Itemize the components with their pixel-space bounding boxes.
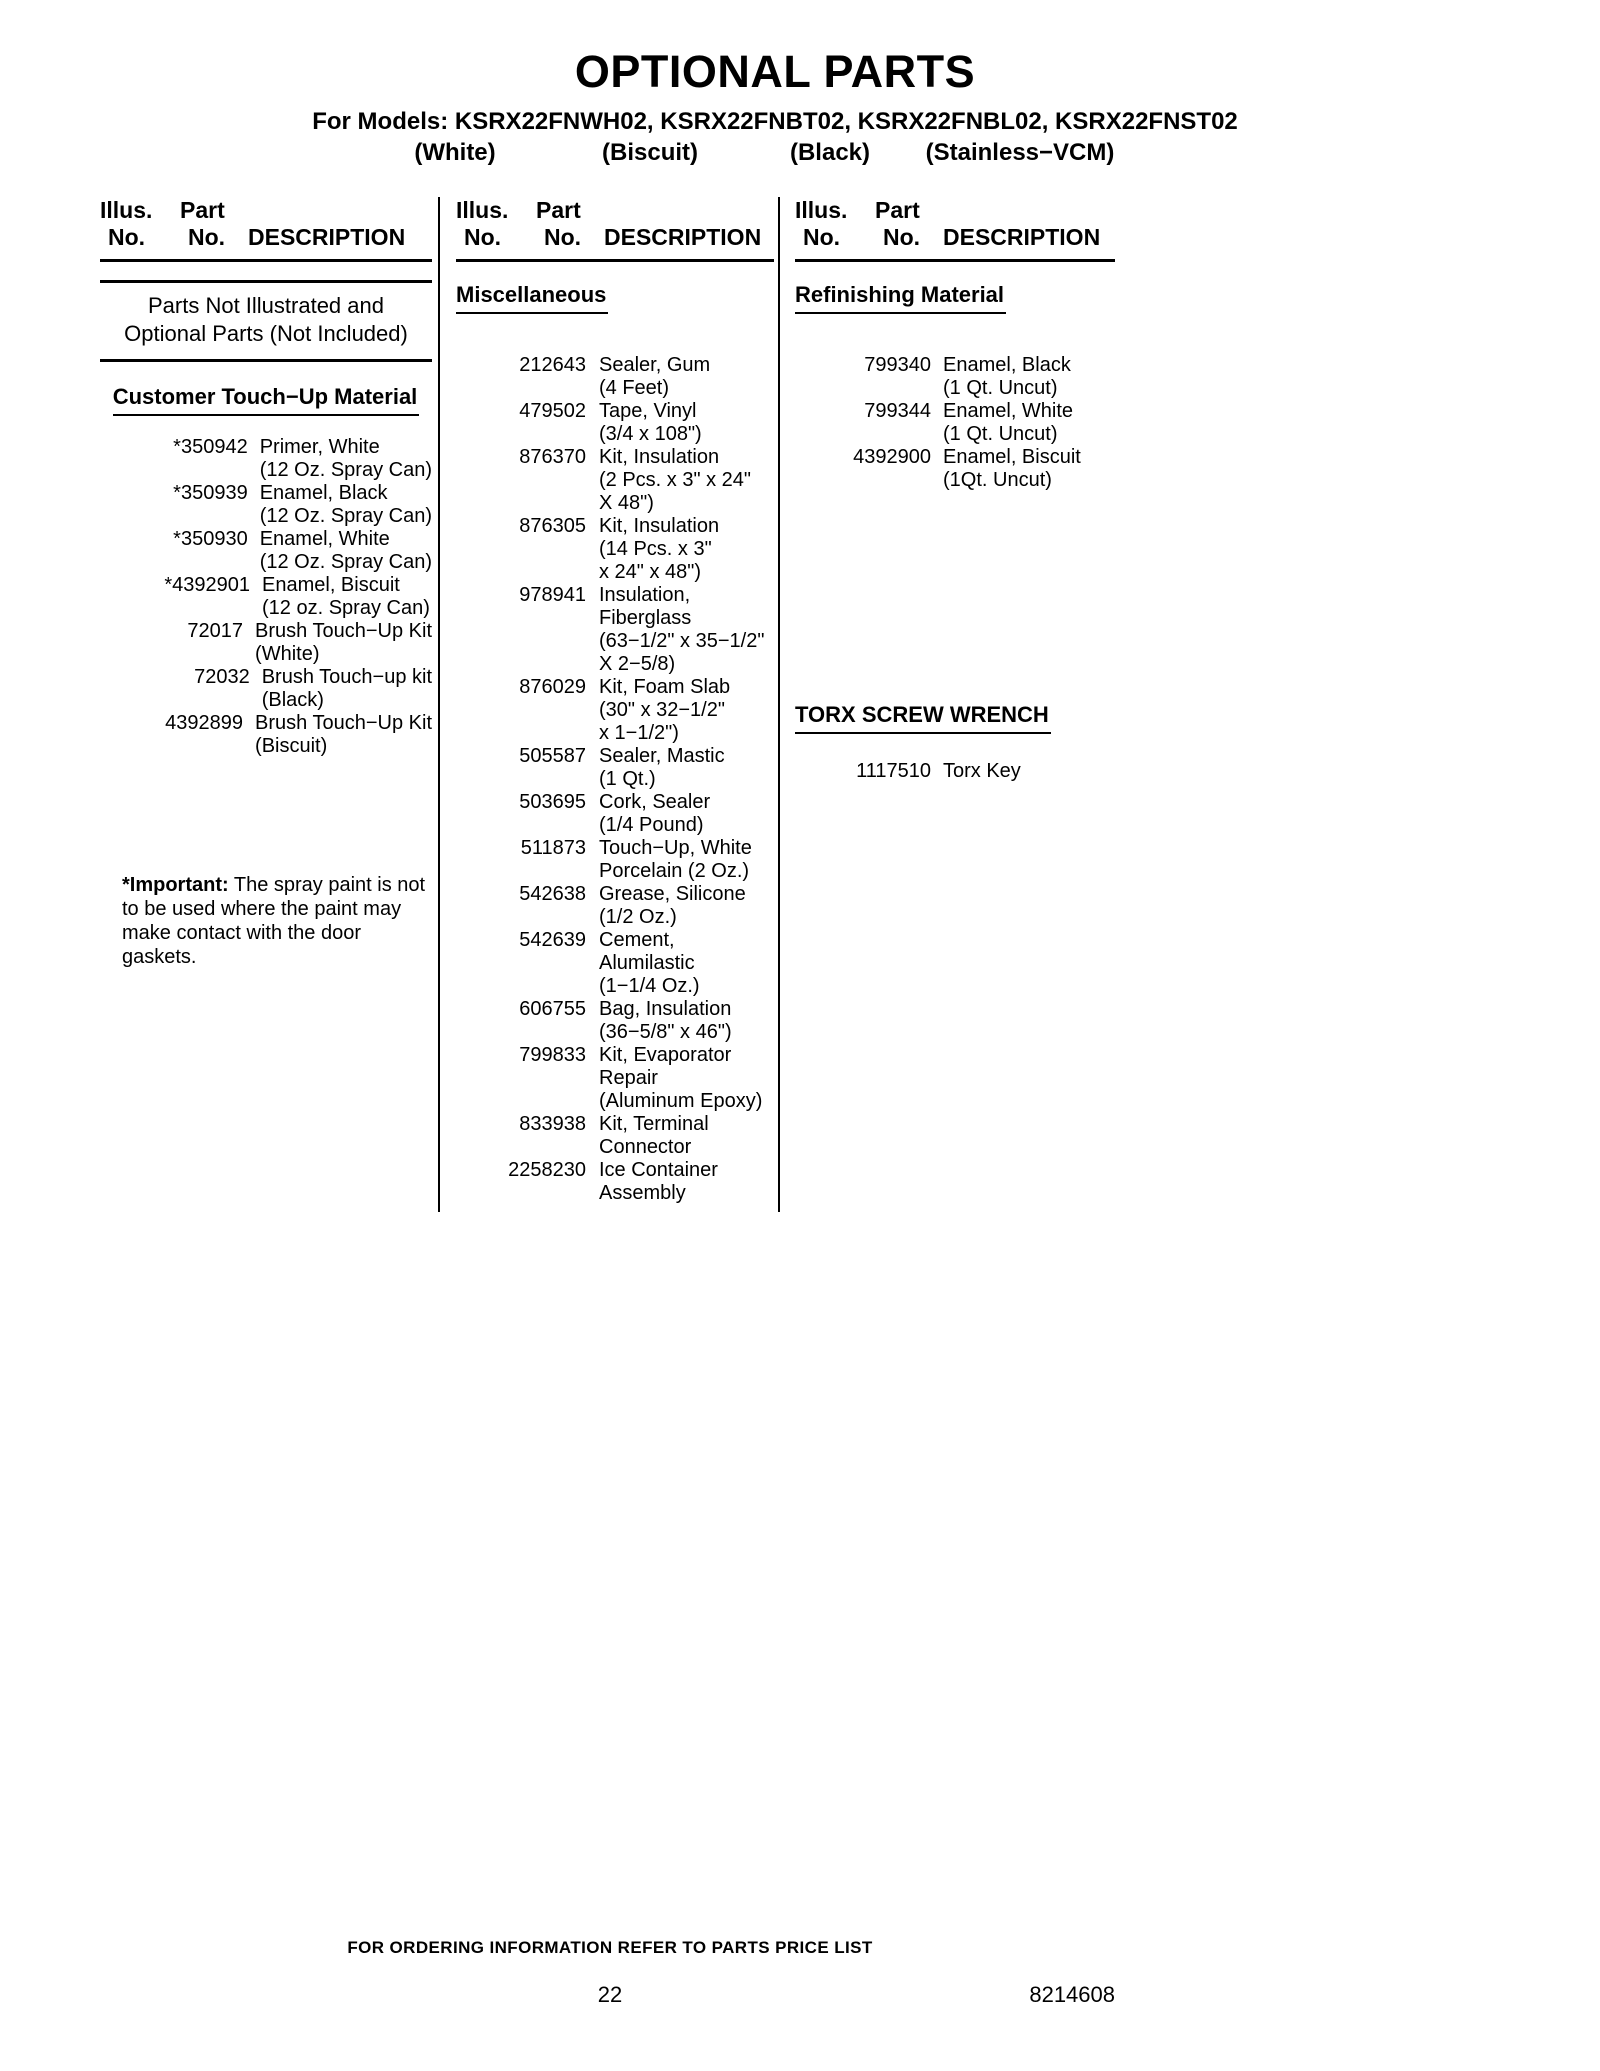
column-miscellaneous: [456, 197, 774, 1205]
part-description: [586, 1159, 774, 1205]
parts-list-refinishing: [795, 354, 1115, 492]
table-header-row-1: [795, 197, 1115, 224]
part-description-line: (2 Pcs. x 3" x 24": [599, 469, 752, 491]
table-header-col3: [795, 197, 1115, 262]
part-description-line: Kit, Evaporator: [599, 1044, 732, 1066]
page-number: 22: [597, 1982, 623, 2007]
part-row: [456, 676, 774, 745]
part-description-line: x 24" x 48"): [599, 561, 702, 583]
part-number: 1117510: [856, 760, 931, 782]
part-number: 799340: [864, 354, 931, 376]
column-touch-up-material: [100, 197, 432, 969]
part-number: 799344: [864, 400, 931, 422]
part-description-line: Kit, Insulation: [599, 446, 720, 468]
part-row: [100, 712, 432, 758]
part-description-line: Assembly: [599, 1182, 686, 1204]
part-description: [586, 883, 774, 929]
section-heading-text: Miscellaneous: [456, 282, 608, 314]
finish-label-white: (White): [414, 139, 496, 166]
part-row: [456, 1044, 774, 1113]
description-header-label: DESCRIPTION: [943, 224, 1101, 250]
part-description: [931, 400, 1115, 446]
document-number: 8214608: [1029, 1982, 1115, 2007]
part-description-line: Fiberglass: [599, 607, 692, 629]
important-note: [122, 873, 426, 969]
part-description-line: Grease, Silicone: [599, 883, 746, 905]
illus-header-label: Illus.: [100, 197, 153, 223]
part-description-line: (Aluminum Epoxy): [599, 1090, 763, 1112]
not-illustrated-note-line-2: Optional Parts (Not Included): [124, 321, 408, 346]
part-description: [586, 837, 774, 883]
part-description: [586, 354, 774, 400]
section-heading-torx: [795, 702, 1115, 734]
page-footer: [100, 1938, 1120, 2010]
part-row: [795, 354, 1115, 400]
part-description-line: Bag, Insulation: [599, 998, 732, 1020]
part-description-line: (Black): [261, 689, 324, 711]
part-description-line: Touch−Up, White: [599, 837, 752, 859]
part-description-line: Kit, Terminal: [599, 1113, 709, 1135]
part-description: [586, 1113, 774, 1159]
part-description-line: Connector: [599, 1136, 692, 1158]
part-no-header-label: No.: [883, 224, 921, 250]
column-divider-1: [438, 197, 440, 1212]
part-row: [100, 528, 432, 574]
part-description-line: Enamel, Black: [943, 354, 1071, 376]
part-description: [586, 515, 774, 584]
part-number: 799833: [519, 1044, 586, 1066]
part-description-line: Enamel, White: [943, 400, 1074, 422]
parts-list-touch-up: [100, 436, 432, 758]
part-description-line: (1 Qt. Uncut): [943, 377, 1058, 399]
part-row: [795, 760, 1115, 783]
part-number: 2258230: [508, 1159, 586, 1181]
part-number: *350939: [173, 482, 248, 504]
important-note-label: *Important:: [122, 874, 229, 896]
part-description-line: Alumilastic: [599, 952, 695, 974]
part-row: [456, 1113, 774, 1159]
part-description-line: Torx Key: [943, 760, 1021, 782]
part-number: 876029: [519, 676, 586, 698]
part-number: 72032: [194, 666, 250, 688]
part-description-line: (Biscuit): [255, 735, 328, 757]
part-row: [100, 436, 432, 482]
part-description-line: (1 Qt.): [599, 768, 656, 790]
part-number: 503695: [519, 791, 586, 813]
illus-header-label: Illus.: [795, 197, 848, 223]
part-description-line: Brush Touch−Up Kit: [255, 620, 432, 642]
illus-no-header-label: No.: [803, 224, 841, 250]
part-description-line: Repair: [599, 1067, 658, 1089]
part-number: 876370: [519, 446, 586, 468]
part-number: 212643: [519, 354, 586, 376]
parts-columns: [0, 197, 1600, 1297]
part-description-line: (36−5/8" x 46"): [599, 1021, 732, 1043]
part-description-line: (3/4 x 108"): [599, 423, 702, 445]
part-description-line: (63−1/2" x 35−1/2": [599, 630, 765, 652]
description-header-label: DESCRIPTION: [248, 224, 406, 250]
part-description-line: Ice Container: [599, 1159, 718, 1181]
part-row: [456, 837, 774, 883]
part-description-line: Insulation,: [599, 584, 691, 606]
part-no-header-label: No.: [544, 224, 582, 250]
footer-row: [100, 1982, 1120, 2010]
illus-no-header-label: No.: [464, 224, 502, 250]
part-description-line: Brush Touch−up kit: [261, 666, 432, 688]
part-description-line: (30" x 32−1/2": [599, 699, 725, 721]
header-spacer: [943, 197, 1115, 224]
part-header-label: Part: [875, 197, 920, 223]
part-description-line: Cork, Sealer: [599, 791, 711, 813]
part-description: [250, 666, 432, 712]
header-spacer: [604, 197, 774, 224]
part-description-line: Porcelain (2 Oz.): [599, 860, 750, 882]
part-description: [250, 574, 432, 620]
column-divider-2: [778, 197, 780, 1212]
parts-list-miscellaneous: [456, 354, 774, 1205]
part-description-line: Kit, Insulation: [599, 515, 720, 537]
section-heading-text: Refinishing Material: [795, 282, 1006, 314]
part-description-line: (1−1/4 Oz.): [599, 975, 700, 997]
page-title: OPTIONAL PARTS: [574, 46, 976, 97]
part-description-line: X 2−5/8): [599, 653, 676, 675]
part-row: [100, 482, 432, 528]
part-row: [100, 574, 432, 620]
part-no-header-label: No.: [188, 224, 226, 250]
part-row: [456, 883, 774, 929]
part-row: [456, 515, 774, 584]
part-description-line: (14 Pcs. x 3": [599, 538, 712, 560]
part-description: [586, 998, 774, 1044]
part-description-line: Kit, Foam Slab: [599, 676, 731, 698]
description-header-label: DESCRIPTION: [604, 224, 762, 250]
column-refinishing: [795, 197, 1115, 783]
part-description: [248, 528, 432, 574]
illus-no-header-label: No.: [108, 224, 146, 250]
part-description: [931, 760, 1115, 783]
part-description: [586, 1044, 774, 1113]
part-number: *350930: [173, 528, 248, 550]
table-header-row-2: [795, 224, 1115, 251]
illus-header-label: Illus.: [456, 197, 509, 223]
part-number: 542638: [519, 883, 586, 905]
part-description: [586, 400, 774, 446]
part-description-line: (1 Qt. Uncut): [943, 423, 1058, 445]
part-number: *4392901: [164, 574, 250, 596]
part-description-line: Enamel, White: [259, 528, 390, 550]
part-description: [586, 745, 774, 791]
table-header-col1: [100, 197, 432, 262]
part-description-line: (1Qt. Uncut): [943, 469, 1052, 491]
part-description: [243, 620, 432, 666]
section-heading-text: TORX SCREW WRENCH: [795, 702, 1051, 734]
section-heading-customer-touch-up: [100, 384, 432, 416]
section-heading-miscellaneous: [456, 282, 774, 314]
part-row: [456, 998, 774, 1044]
part-number: 72017: [187, 620, 244, 642]
part-description: [248, 482, 432, 528]
part-row: [456, 791, 774, 837]
part-row: [456, 446, 774, 515]
part-description: [586, 791, 774, 837]
part-number: 978941: [519, 584, 586, 606]
part-number: 876305: [519, 515, 586, 537]
part-row: [456, 929, 774, 998]
part-description: [931, 446, 1115, 492]
part-number: 479502: [519, 400, 586, 422]
part-number: 542639: [519, 929, 586, 951]
table-header-col2: [456, 197, 774, 262]
important-note-text: The spray paint is not to be used where the paint may make contact with the door gaskets.: [122, 874, 426, 968]
part-description: [586, 584, 774, 676]
part-description-line: Primer, White: [259, 436, 380, 458]
part-description-line: (1/2 Oz.): [599, 906, 677, 928]
part-row: [100, 666, 432, 712]
part-description-line: (12 Oz. Spray Can): [259, 459, 432, 481]
part-description-line: Enamel, Black: [259, 482, 388, 504]
part-row: [795, 400, 1115, 446]
part-header-label: Part: [180, 197, 225, 223]
part-description-line: Brush Touch−Up Kit: [255, 712, 432, 734]
models-line: For Models: KSRX22FNWH02, KSRX22FNBT02, KSRX22FNBL02, KSRX22FNST02: [312, 108, 1238, 135]
finish-labels: [100, 139, 1450, 171]
part-description-line: Tape, Vinyl: [599, 400, 697, 422]
section-heading-refinishing: [795, 282, 1115, 314]
document-header: [100, 46, 1450, 171]
table-header-row-1: [456, 197, 774, 224]
table-header-row-2: [100, 224, 432, 251]
not-illustrated-note-line-1: Parts Not Illustrated and: [147, 293, 384, 318]
part-description-line: (4 Feet): [599, 377, 670, 399]
part-number: 505587: [519, 745, 586, 767]
parts-list-torx: [795, 760, 1115, 783]
part-row: [456, 745, 774, 791]
part-description-line: Enamel, Biscuit: [262, 574, 400, 596]
part-row: [456, 584, 774, 676]
part-description-line: Cement,: [599, 929, 675, 951]
part-number: 606755: [519, 998, 586, 1020]
ordering-note: FOR ORDERING INFORMATION REFER TO PARTS PRICE LIST: [347, 1938, 873, 1957]
part-description-line: Enamel, Biscuit: [943, 446, 1081, 468]
part-description: [586, 676, 774, 745]
table-header-row-1: [100, 197, 432, 224]
table-header-row-2: [456, 224, 774, 251]
part-header-label: Part: [536, 197, 581, 223]
section-heading-text: Customer Touch−Up Material: [113, 384, 420, 416]
part-description-line: (White): [255, 643, 320, 665]
finish-label-biscuit: (Biscuit): [602, 139, 698, 166]
part-number: 4392900: [853, 446, 931, 468]
part-row: [456, 1159, 774, 1205]
part-description: [586, 929, 774, 998]
part-number: 511873: [520, 837, 586, 859]
part-row: [795, 446, 1115, 492]
part-description: [248, 436, 432, 482]
part-description-line: (12 Oz. Spray Can): [259, 551, 432, 573]
part-description-line: Sealer, Gum: [599, 354, 711, 376]
part-number: *350942: [173, 436, 248, 458]
part-number: 4392899: [165, 712, 244, 734]
part-description-line: (12 Oz. Spray Can): [259, 505, 432, 527]
not-illustrated-note: [100, 280, 432, 362]
finish-label-stainless: (Stainless−VCM): [925, 139, 1115, 166]
part-description-line: x 1−1/2"): [599, 722, 679, 744]
header-spacer: [248, 197, 432, 224]
part-description: [586, 446, 774, 515]
part-row: [100, 620, 432, 666]
part-row: [456, 400, 774, 446]
finish-label-black: (Black): [789, 139, 871, 166]
part-description-line: (12 oz. Spray Can): [262, 597, 430, 619]
part-number: 833938: [519, 1113, 586, 1135]
part-description-line: Sealer, Mastic: [599, 745, 725, 767]
part-description-line: (1/4 Pound): [599, 814, 704, 836]
part-description: [931, 354, 1115, 400]
part-description-line: X 48"): [599, 492, 654, 514]
part-row: [456, 354, 774, 400]
part-description: [243, 712, 432, 758]
